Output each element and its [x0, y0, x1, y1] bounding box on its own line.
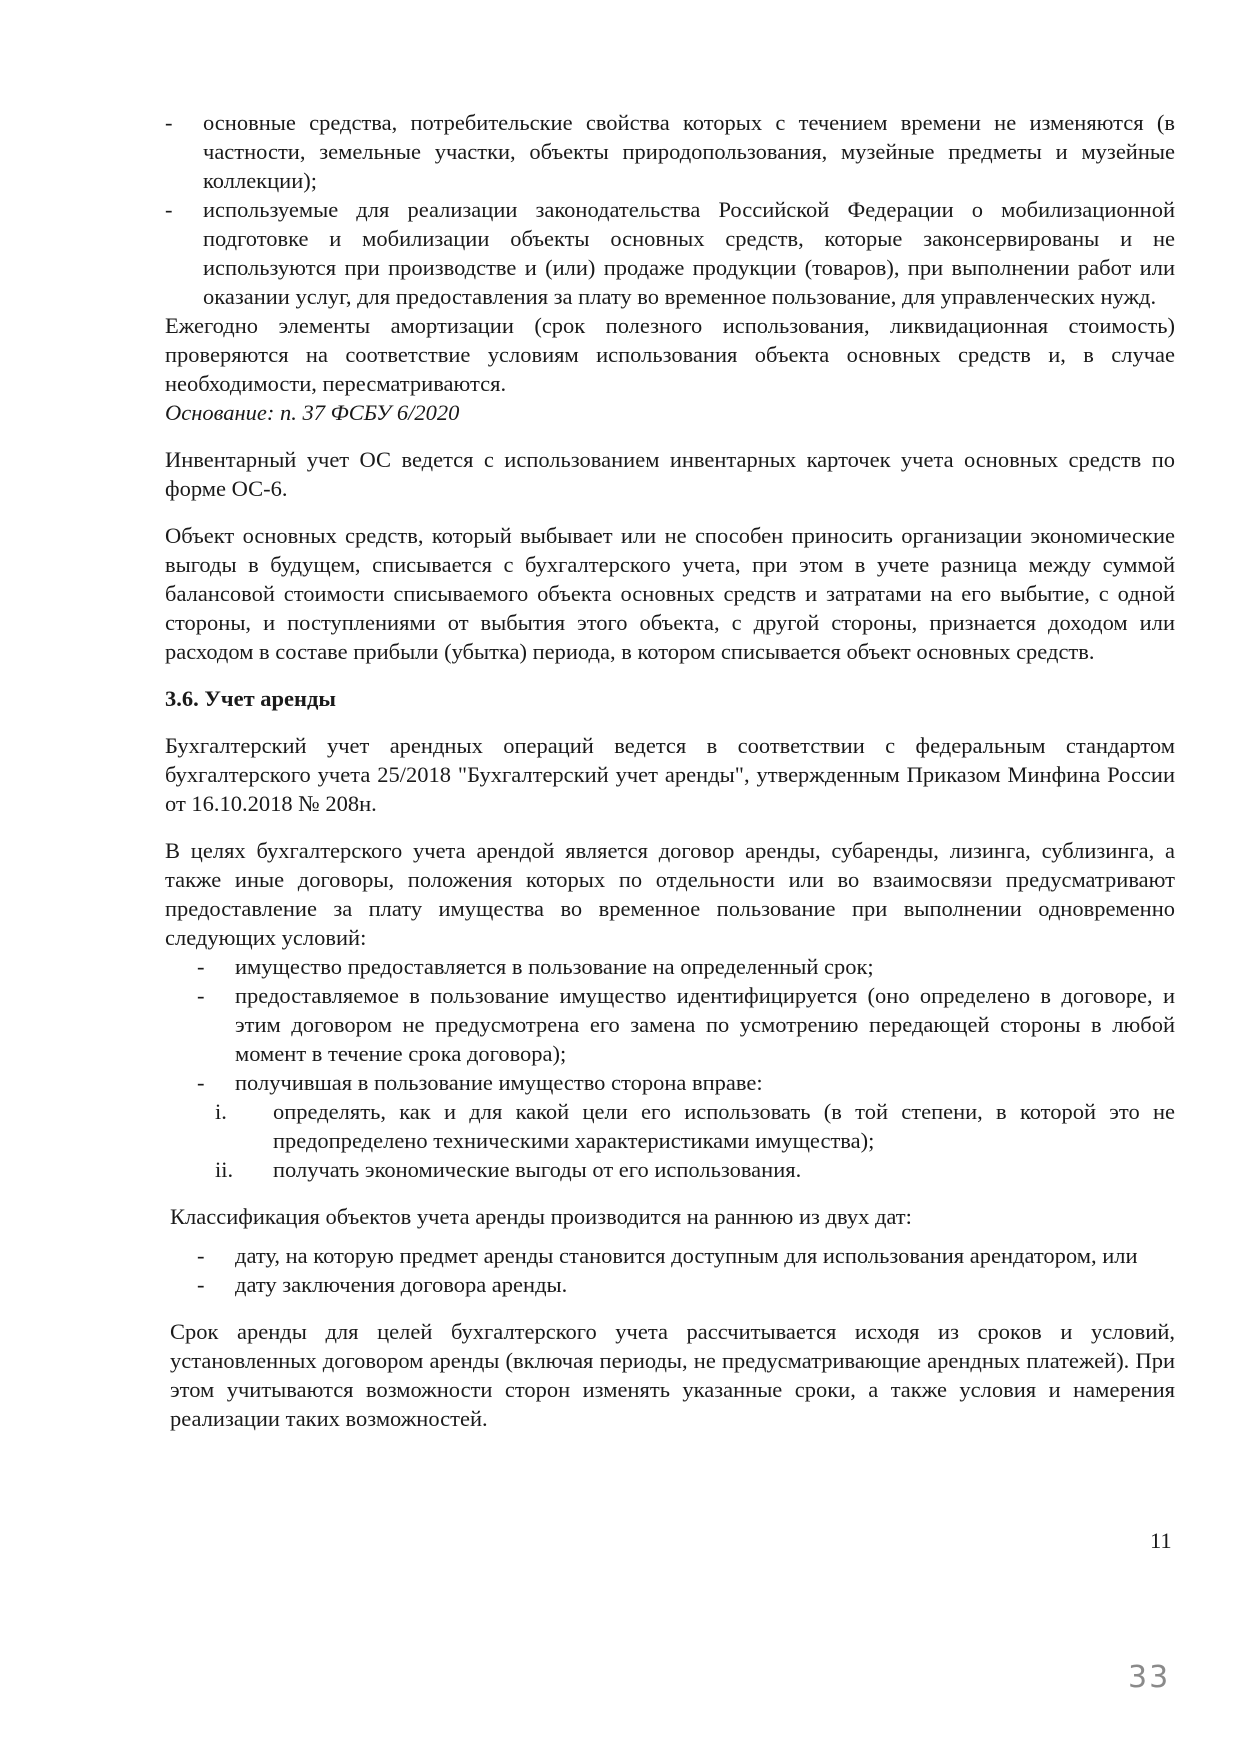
lease-conditions-list [165, 952, 1175, 1097]
section-heading: 3.6. Учет аренды [165, 686, 336, 711]
bullet-dash: - [197, 1272, 205, 1297]
bullet-dash: - [197, 983, 205, 1008]
basis-reference: Основание: п. 37 ФСБУ 6/2020 [165, 400, 460, 425]
roman-numeral: ii. [215, 1157, 234, 1182]
paragraph-amortization: Ежегодно элементы амортизации (срок полезного использования, ликвидационная стоимость) проверяются на соответствие условиям использования объекта основных средств и, в случае необходимости, пересматриваются. [165, 313, 1175, 396]
list-item [165, 1068, 1175, 1097]
bullet-dash: - [197, 1070, 205, 1095]
bullet-text: имущество предоставляется в пользование на определенный срок; [235, 954, 874, 979]
bullet-dash: - [197, 1243, 205, 1268]
dates-list [165, 1241, 1175, 1299]
bullet-dash: - [165, 110, 173, 135]
rights-list [165, 1097, 1175, 1184]
page-number: 11 [1150, 1528, 1172, 1553]
paragraph-lease-standard: Бухгалтерский учет арендных операций ведется в соответствии с федеральным стандартом бухгалтерского учета 25/2018 "Бухгалтерский учет аренды", утвержденным Приказом Минфина России от 16.10.2018 № 208н. [165, 733, 1175, 816]
list-item [165, 1097, 1175, 1155]
item-text: получать экономические выгоды от его использования. [273, 1157, 802, 1182]
bullet-text: дату заключения договора аренды. [235, 1272, 568, 1297]
paragraph-classification: Классификация объектов учета аренды производится на раннюю из двух дат: [170, 1204, 912, 1229]
bullet-text: предоставляемое в пользование имущество идентифицируется (оно определено в договоре, и этим договором не предусмотрена его замена по усмотрению передающей стороны в любой момент в течение срока договора); [235, 983, 1175, 1066]
bullet-dash: - [165, 197, 173, 222]
item-text: определять, как и для какой цели его использовать (в той степени, в которой это не предопределено техническими характеристиками имущества); [273, 1099, 1175, 1153]
roman-numeral: i. [215, 1099, 227, 1124]
list-item [165, 952, 1175, 981]
list-item [165, 108, 1175, 195]
bullet-text: получившая в пользование имущество сторона вправе: [235, 1070, 763, 1095]
list-item [165, 195, 1175, 311]
paragraph-lease-definition: В целях бухгалтерского учета арендой является договор аренды, субаренды, лизинга, сублизинга, а также иные договоры, положения которых по отдельности или во взаимосвязи предусматривают предоставление за плату имущества во временное пользование при выполнении одновременно следующих условий: [165, 838, 1175, 950]
page-content [165, 108, 1175, 1433]
list-item [165, 981, 1175, 1068]
list-item [165, 1241, 1175, 1270]
paragraph-disposal: Объект основных средств, который выбывает или не способен приносить организации экономические выгоды в будущем, списывается с бухгалтерского учета, при этом в учете разница между суммой балансовой стоимости списываемого объекта основных средств и затратами на его выбытие, с одной стороны, и поступлениями от выбытия этого объекта, с другой стороны, признается доходом или расходом в составе прибыли (убытка) периода, в котором списывается объект основных средств. [165, 523, 1175, 664]
bullet-text: используемые для реализации законодательства Российской Федерации о мобилизационной подготовке и мобилизации объекты основных средств, которые законсервированы и не используются при производстве и (или) продаже продукции (товаров), при выполнении работ или оказании услуг, для предоставления за плату во временное пользование, для управленческих нужд. [203, 197, 1175, 309]
sheet-number-stamp: 33 [1128, 1660, 1171, 1695]
list-item [165, 1155, 1175, 1184]
paragraph-lease-term: Срок аренды для целей бухгалтерского учета рассчитывается исходя из сроков и условий, установленных договором аренды (включая периоды, не предусматривающие арендных платежей). При этом учитываются возможности сторон изменять указанные сроки, а также условия и намерения реализации таких возможностей. [170, 1319, 1175, 1431]
bullet-text: дату, на которую предмет аренды становится доступным для использования арендатором, или [235, 1243, 1138, 1268]
bullet-dash: - [197, 954, 205, 979]
paragraph-inventory: Инвентарный учет ОС ведется с использованием инвентарных карточек учета основных средств по форме ОС-6. [165, 447, 1175, 501]
list-item [165, 1270, 1175, 1299]
bullet-text: основные средства, потребительские свойства которых с течением времени не изменяются (в частности, земельные участки, объекты природопользования, музейные предметы и музейные коллекции); [203, 110, 1175, 193]
